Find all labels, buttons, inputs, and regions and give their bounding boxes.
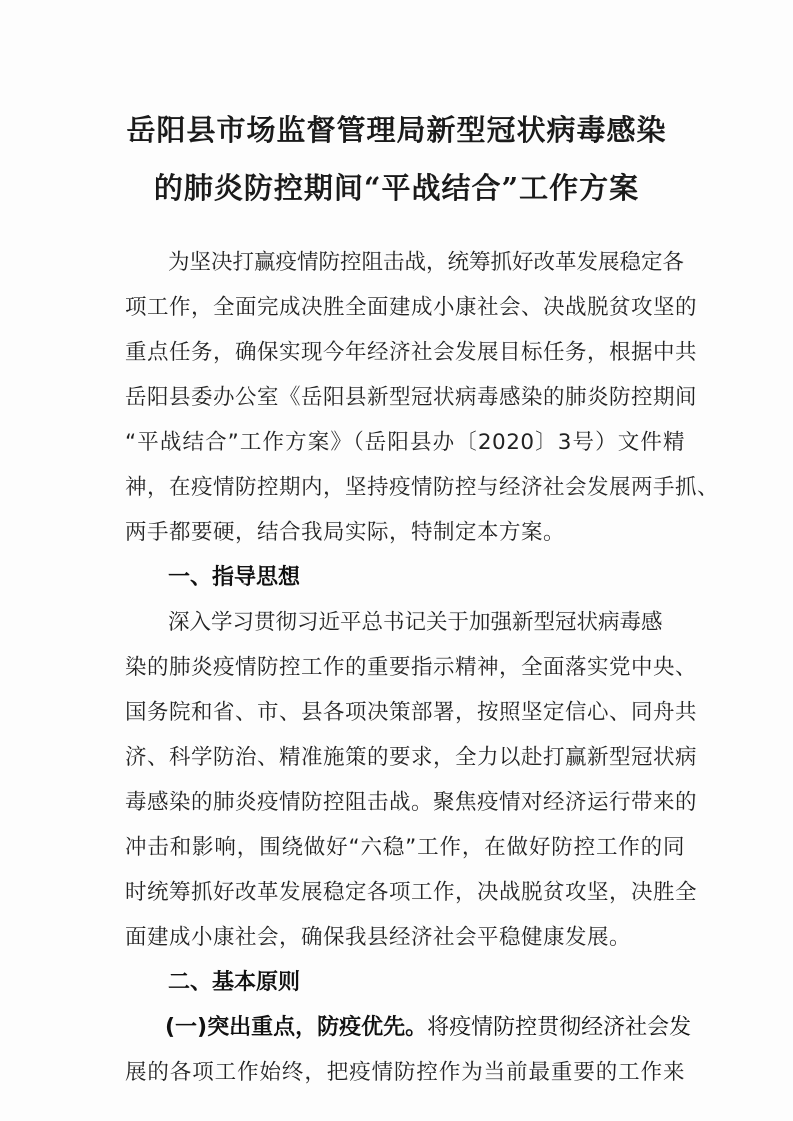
section-1-heading: 一、指导思想 — [168, 565, 301, 590]
section-1-line-5: 毒感染的肺炎疫情防控阻击战。聚焦疫情对经济运行带来的 — [125, 790, 698, 815]
intro-line-5: “平战结合”工作方案》（岳阳县办〔2020〕3号）文件精 — [125, 430, 685, 455]
section-1-line-7: 时统筹抓好改革发展稳定各项工作，决战脱贫攻坚，决胜全 — [125, 880, 698, 905]
section-2-heading: 二、基本原则 — [168, 970, 301, 995]
document-title-line-2: 的肺炎防控期间“平战结合”工作方案 — [153, 171, 640, 205]
section-2-subheading-bold: (一)突出重点，防疫优先。 — [165, 1015, 428, 1040]
intro-line-4: 岳阳县委办公室《岳阳县新型冠状病毒感染的肺炎防控期间 — [125, 385, 698, 410]
intro-line-3: 重点任务，确保实现今年经济社会发展目标任务，根据中共 — [125, 340, 698, 365]
document-title-line-1: 岳阳县市场监督管理局新型冠状病毒感染 — [126, 113, 667, 147]
section-1-line-2: 染的肺炎疫情防控工作的重要指示精神，全面落实党中央、 — [125, 655, 698, 680]
section-2-line-1: 展的各项工作始终，把疫情防控作为当前最重要的工作来 — [125, 1060, 685, 1085]
section-1-line-4: 济、科学防治、精准施策的要求，全力以赴打赢新型冠状病 — [125, 745, 698, 770]
section-2-subheading — [165, 1013, 691, 1043]
intro-line-2: 项工作，全面完成决胜全面建成小康社会、决战脱贫攻坚的 — [125, 295, 698, 320]
section-1-line-1: 深入学习贯彻习近平总书记关于加强新型冠状病毒感 — [168, 610, 663, 635]
section-1-line-6: 冲击和影响，围绕做好“六稳”工作，在做好防控工作的同 — [125, 835, 685, 860]
section-1-line-8: 面建成小康社会，确保我县经济社会平稳健康发展。 — [125, 925, 632, 950]
intro-line-1: 为坚决打赢疫情防控阻击战，统筹抓好改革发展稳定各 — [168, 250, 685, 275]
section-2-subheading-rest: 将疫情防控贯彻经济社会发 — [427, 1015, 692, 1040]
intro-line-6: 神，在疫情防控期内，坚持疫情防控与经济社会发展两手抓、 — [125, 475, 720, 500]
intro-line-7: 两手都要硬，结合我局实际，特制定本方案。 — [125, 520, 566, 545]
section-1-line-3: 国务院和省、市、县各项决策部署，按照坚定信心、同舟共 — [125, 700, 698, 725]
